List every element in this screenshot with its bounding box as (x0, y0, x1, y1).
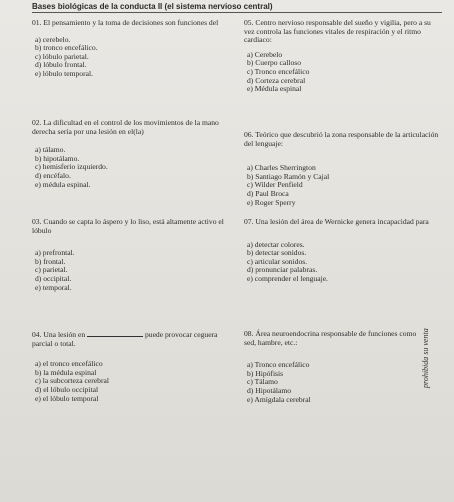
option-a[interactable]: a) detectar colores. (247, 239, 305, 249)
question-02 (32, 119, 232, 189)
question-03 (32, 218, 232, 292)
option-e[interactable]: e) lóbulo temporal. (35, 68, 93, 78)
question-stem: 05. Centro nervioso responsable del sueño y vigilia, pero a su vez controla las funciones vitales de respiración y el ritmo cardiaco: (244, 18, 431, 45)
option-e[interactable]: e) Roger Sperry (247, 197, 296, 207)
option-d[interactable]: d) encéfalo. (35, 170, 71, 180)
option-b[interactable]: b) Cuerpo calloso (247, 58, 301, 68)
question-stem: 03. Cuando se capta lo áspero y lo liso, está altamente activo el lóbulo (32, 217, 224, 235)
page-title: Bases biológicas de la conducta II (el sistema nervioso central) (32, 2, 442, 13)
option-b[interactable]: b) la médula espinal (35, 367, 97, 377)
option-c[interactable]: c) lóbulo parietal. (35, 51, 89, 61)
option-e[interactable]: e) comprender el lenguaje. (247, 273, 328, 283)
question-stem: 07. Una lesión del área de Wernicke genera incapacidad para (244, 217, 429, 226)
option-a[interactable]: a) prefrontal. (35, 248, 75, 258)
option-c[interactable]: c) la subcorteza cerebral (35, 376, 109, 386)
option-d[interactable]: d) pronunciar palabras. (247, 265, 318, 275)
option-c[interactable]: c) Wilder Penfield (247, 180, 303, 190)
question-stem (32, 330, 232, 348)
option-c[interactable]: c) Tálamo (247, 377, 278, 387)
option-e[interactable]: e) Médula espinal (247, 84, 302, 94)
side-notice: prohibida su venta (421, 328, 430, 388)
option-d[interactable]: d) Paul Broca (247, 188, 289, 198)
option-b[interactable]: b) Santiago Ramón y Cajal (247, 171, 330, 181)
option-b[interactable]: b) hipotálamo. (35, 153, 80, 163)
option-c[interactable]: c) parietal. (35, 265, 68, 275)
option-a[interactable]: a) Cerebelo (247, 49, 283, 59)
question-04 (32, 330, 237, 403)
option-c[interactable]: c) articular sonidos. (247, 256, 308, 266)
question-stem: 06. Teórico que descubrió la zona responsable de la articulación del lenguaje: (244, 130, 439, 148)
option-d[interactable]: d) lóbulo frontal. (35, 60, 87, 70)
option-a[interactable]: a) el tronco encefálico (35, 359, 103, 369)
question-stem-end: puede provocar ceguera parcial o total. (32, 330, 218, 348)
question-05 (244, 19, 444, 94)
option-a[interactable]: a) tálamo. (35, 145, 66, 155)
option-b[interactable]: b) tronco encefálico. (35, 43, 98, 53)
option-b[interactable]: b) detectar sonidos. (247, 248, 307, 258)
question-06 (244, 131, 444, 207)
option-a[interactable]: a) Charles Sherrington (247, 163, 316, 173)
option-e[interactable]: e) médula espinal. (35, 179, 91, 189)
option-c[interactable]: c) hemisferio izquierdo. (35, 162, 108, 172)
question-stem-start: 04. Una lesión en (32, 330, 86, 339)
option-e[interactable]: e) temporal. (35, 282, 72, 292)
option-d[interactable]: d) Corteza cerebral (247, 75, 306, 85)
answer-blank[interactable] (87, 330, 143, 337)
option-b[interactable]: b) Hipófisis (247, 368, 284, 378)
option-d[interactable]: d) el lóbulo occipital (35, 384, 99, 394)
question-07 (244, 218, 449, 284)
question-01 (32, 19, 232, 79)
option-c[interactable]: c) Tronco encefálico (247, 66, 310, 76)
option-a[interactable]: a) cerebelo. (35, 34, 71, 44)
question-stem: 01. El pensamiento y la toma de decisiones son funciones del (32, 18, 219, 27)
question-stem: 08. Área neuroendocrina responsable de funciones como sed, hambre, etc.: (244, 329, 417, 347)
option-d[interactable]: d) occipital. (35, 273, 72, 283)
option-e[interactable]: e) el lóbulo temporal (35, 393, 99, 403)
option-d[interactable]: d) Hipotálamo (247, 385, 292, 395)
question-08 (244, 330, 424, 404)
option-e[interactable]: e) Amígdala cerebral (247, 394, 311, 404)
question-stem: 02. La dificultad en el control de los movimientos de la mano derecha sería por una lesión en el(la) (32, 118, 219, 136)
option-b[interactable]: b) frontal. (35, 256, 66, 266)
option-a[interactable]: a) Tronco encefálico (247, 360, 310, 370)
